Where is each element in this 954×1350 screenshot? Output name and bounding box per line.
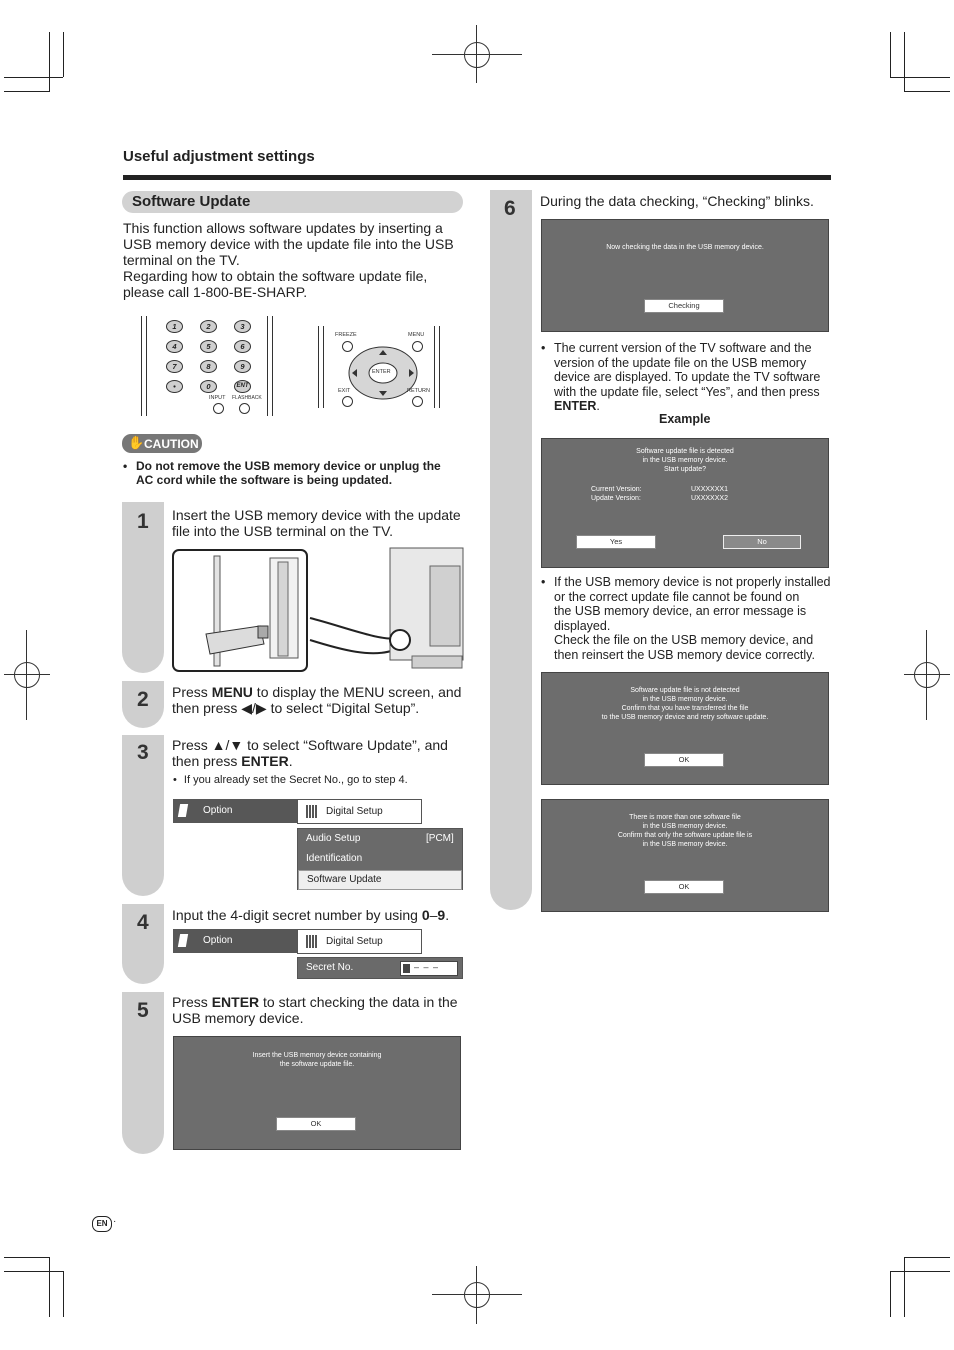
osd-line: Software update file is not detected [630, 687, 740, 694]
intro-text [123, 220, 454, 300]
step-2-text [172, 684, 461, 716]
secret-no-value: – – – [414, 962, 440, 972]
menu-item-identification[interactable]: Identification [306, 853, 363, 864]
key-name: 9 [437, 907, 446, 923]
freeze-label: FREEZE [335, 332, 357, 338]
num-key: ENT [234, 380, 251, 393]
step-3-note [173, 774, 408, 786]
step-5-text [172, 994, 458, 1026]
input-button-icon [213, 403, 224, 414]
bullet-line: device are displayed. To update the TV software [554, 370, 821, 384]
num-key: 8 [200, 360, 217, 373]
caution-line: AC cord while the software is being updated. [136, 473, 393, 487]
menu-item-audio-setup[interactable]: Audio Setup [306, 833, 361, 844]
bullet-version-info: • The current version of the TV software and the version of the update file on the USB memory device are displayed. To update the TV software with the update file, select “Yes”, and then press ENTER. [541, 341, 821, 413]
osd-line: Start update? [663, 466, 707, 473]
checking-indicator: Checking [644, 299, 724, 313]
current-version-value: UXXXXXX1 [691, 486, 728, 493]
num-key: 6 [234, 340, 251, 353]
step-6-text: During the data checking, “Checking” blinks. [540, 193, 814, 209]
num-key: 1 [166, 320, 183, 333]
num-key: 9 [234, 360, 251, 373]
update-version-value: UXXXXXX2 [691, 495, 728, 502]
flashback-label: FLASHBACK [232, 395, 262, 401]
bullet-line: The current version of the TV software and the [554, 341, 812, 355]
step-text: then press [172, 753, 242, 769]
tab-option-label: Option [203, 935, 233, 946]
step-text: Press [172, 994, 212, 1010]
num-key: 7 [166, 360, 183, 373]
step-text: . [445, 907, 450, 923]
num-key: 0 [200, 380, 217, 393]
osd-line: Software update file is detected [636, 448, 734, 455]
intro-line: Regarding how to obtain the software update file, [123, 268, 428, 284]
intro-line: terminal on the TV. [123, 252, 240, 268]
menu-label: MENU [408, 332, 425, 338]
step-line: Press ▲/▼ to select “Software Update”, and [172, 737, 448, 753]
osd-line: There is more than one software file [629, 814, 741, 821]
ok-button[interactable]: OK [644, 880, 724, 894]
exit-button-icon [342, 396, 353, 407]
step-6-bar [490, 190, 532, 910]
step-3-text [172, 737, 448, 769]
osd-update-detected [541, 438, 829, 568]
section-title: Useful adjustment settings [123, 148, 315, 165]
intro-line: please call 1-800-BE-SHARP. [123, 284, 308, 300]
cursor-block [403, 964, 410, 973]
secret-no-row [297, 957, 463, 979]
bullet-icon: • [173, 774, 177, 786]
yes-button[interactable]: Yes [576, 535, 656, 549]
update-version-label: Update Version: [591, 495, 641, 502]
step-number: 6 [504, 197, 516, 220]
return-label: RETURN [407, 388, 430, 394]
digital-setup-icon [306, 935, 318, 948]
current-version-label: Current Version: [591, 486, 642, 493]
bullet-line: the USB memory device, an error message is [554, 604, 807, 618]
osd-line: the software update file. [279, 1061, 355, 1068]
num-key: 3 [234, 320, 251, 333]
step-text: to start checking the data in the [259, 994, 458, 1010]
step-number: 4 [137, 911, 149, 934]
osd-checking [541, 219, 829, 332]
heading-pill [122, 191, 463, 213]
option-icon [178, 934, 188, 947]
key-name: MENU [211, 684, 253, 700]
language-badge: EN [92, 1216, 112, 1232]
num-key: • [166, 380, 183, 393]
key-name: 0 [421, 907, 430, 923]
step-line: then press ◀/▶ to select “Digital Setup”. [172, 700, 420, 716]
option-icon [178, 804, 188, 817]
osd-multiple-files [541, 799, 829, 912]
tab-digital-label: Digital Setup [326, 936, 383, 947]
caution-text [123, 459, 441, 487]
num-key: 4 [166, 340, 183, 353]
tab-option[interactable] [173, 929, 297, 953]
bullet-line: or the correct update file cannot be found on [554, 589, 800, 604]
remote-dpad-illustration [318, 326, 440, 408]
note-text: If you already set the Secret No., go to step 4. [183, 774, 408, 786]
digital-setup-menu [297, 828, 463, 890]
step-number: 1 [137, 510, 149, 533]
step-line: file into the USB terminal on the TV. [172, 523, 394, 539]
osd-line: in the USB memory device. [642, 696, 728, 703]
secret-no-label: Secret No. [306, 962, 354, 973]
step-text: to display the MENU screen, and [252, 684, 462, 700]
bullet-line: version of the update file on the USB memory [554, 355, 807, 370]
enter-label: ENTER [372, 369, 391, 375]
bullet-line: with the update file, select “Yes”, and then press [554, 384, 820, 399]
section-rule [123, 175, 831, 180]
key-name: ENTER [554, 399, 597, 413]
exit-label: EXIT [338, 388, 351, 394]
page-number: · [113, 1216, 117, 1227]
bullet-icon: • [541, 341, 546, 355]
key-name: ENTER [211, 994, 260, 1010]
step-line: USB memory device. [172, 1010, 304, 1026]
bullet-line: then reinsert the USB memory device correctly. [554, 647, 815, 662]
intro-line: USB memory device with the update file into the USB [123, 236, 454, 252]
osd-line: Confirm that only the software update file is [617, 832, 753, 839]
osd-line: Confirm that you have transferred the file [621, 705, 749, 712]
step-text: . [288, 753, 293, 769]
step-text: Press [172, 684, 212, 700]
usb-insert-illustration [172, 546, 464, 674]
osd-line: in the USB memory device. [642, 841, 728, 848]
audio-setup-value: [PCM] [426, 833, 454, 844]
ok-button[interactable]: OK [644, 753, 724, 767]
intro-line: This function allows software updates by inserting a [123, 220, 443, 236]
osd-line: Insert the USB memory device containing [252, 1052, 382, 1059]
bullet-line: If the USB memory device is not properly installed [554, 575, 831, 589]
step-1-text [172, 507, 461, 539]
ok-button[interactable]: OK [276, 1117, 356, 1131]
bullet-error-info [541, 575, 831, 662]
digital-setup-icon [306, 805, 318, 818]
num-key: 5 [200, 340, 217, 353]
tab-digital-label: Digital Setup [326, 806, 383, 817]
osd-insert-usb [173, 1036, 461, 1150]
osd-line: in the USB memory device. [642, 457, 728, 464]
caution-line: Do not remove the USB memory device or unplug the [136, 459, 441, 473]
step-number: 5 [137, 999, 149, 1022]
hand-icon: ✋ [128, 435, 145, 450]
tab-digital-setup[interactable] [297, 799, 422, 824]
caution-badge [122, 434, 202, 453]
step-text: – [429, 907, 438, 923]
step-number: 3 [137, 741, 149, 764]
no-button[interactable]: No [723, 535, 801, 549]
tab-option[interactable] [173, 799, 297, 823]
bullet-line: displayed. [554, 618, 611, 633]
caution-label: CAUTION [144, 437, 199, 451]
key-name: ENTER [241, 753, 289, 769]
step-4-text [172, 907, 449, 923]
osd-line: Now checking the data in the USB memory device. [606, 244, 764, 251]
osd-line: to the USB memory device and retry software update. [601, 714, 769, 721]
input-label: INPUT [209, 395, 226, 401]
bullet-line: Check the file on the USB memory device, and [554, 633, 814, 647]
tab-option-label: Option [203, 805, 233, 816]
example-label: Example [659, 412, 711, 426]
menu-item-label: Software Update [307, 874, 382, 885]
num-key: 2 [200, 320, 217, 333]
flashback-button-icon [239, 403, 250, 414]
osd-line: in the USB memory device. [642, 823, 728, 830]
bullet-icon: • [541, 575, 546, 589]
bullet-icon: • [123, 459, 128, 473]
osd-not-detected [541, 672, 829, 785]
step-line: Insert the USB memory device with the update [172, 507, 461, 523]
step-number: 2 [137, 688, 149, 711]
secret-no-input[interactable] [400, 961, 458, 976]
page-title: Software Update [132, 193, 251, 210]
return-button-icon [412, 396, 423, 407]
remote-numpad-illustration [141, 316, 273, 416]
step-text: Input the 4-digit secret number by using [172, 907, 422, 923]
menu-item-software-update[interactable] [298, 870, 462, 890]
tab-digital-setup[interactable] [297, 929, 422, 954]
